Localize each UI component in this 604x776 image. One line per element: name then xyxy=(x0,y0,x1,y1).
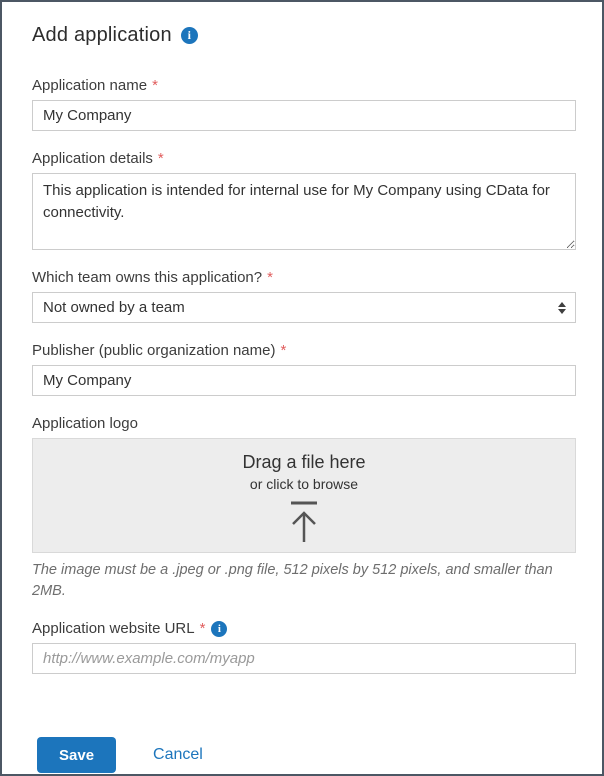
website-url-input[interactable] xyxy=(32,643,576,674)
team-owner-label: Which team owns this application? xyxy=(32,269,263,286)
application-logo-label-row xyxy=(32,415,572,432)
title-info-icon[interactable]: i xyxy=(181,27,198,44)
team-owner-group xyxy=(32,269,572,323)
publisher-input[interactable] xyxy=(32,365,576,396)
application-details-group xyxy=(32,150,572,250)
application-details-label-row xyxy=(32,150,572,167)
logo-helper-text: The image must be a .jpeg or .png file, 512 pixels by 512 pixels, and smaller than 2MB. xyxy=(32,562,553,599)
team-owner-label-row xyxy=(32,269,572,286)
chevron-down-icon xyxy=(558,309,566,314)
select-spinner-icon xyxy=(558,302,566,314)
website-url-group xyxy=(32,620,572,674)
application-details-label: Application details xyxy=(32,150,153,167)
save-button[interactable]: Save xyxy=(37,737,116,773)
application-name-input[interactable] xyxy=(32,100,576,131)
page-title-row xyxy=(32,24,572,47)
application-name-label-row xyxy=(32,77,572,94)
dropzone-title: Drag a file here xyxy=(242,452,366,472)
required-asterisk: * xyxy=(280,342,287,359)
publisher-group xyxy=(32,342,572,396)
form-actions xyxy=(32,737,572,773)
team-select[interactable] xyxy=(32,292,576,323)
required-asterisk: * xyxy=(152,77,158,94)
publisher-label: Publisher (public organization name) xyxy=(32,342,276,359)
application-logo-label: Application logo xyxy=(32,415,138,432)
publisher-label-row xyxy=(32,342,572,359)
upload-arrow-icon xyxy=(33,501,575,548)
application-name-label: Application name xyxy=(32,77,148,94)
application-logo-group xyxy=(32,415,572,601)
application-name-group xyxy=(32,77,572,131)
website-url-info-icon[interactable]: i xyxy=(211,621,227,637)
logo-dropzone[interactable] xyxy=(32,438,576,553)
dropzone-subtitle: or click to browse xyxy=(249,476,359,492)
team-select-value: Not owned by a team xyxy=(43,299,185,316)
page-title: Add application xyxy=(32,24,172,46)
website-url-label: Application website URL xyxy=(32,620,195,638)
website-url-label-row xyxy=(32,620,572,637)
required-asterisk: * xyxy=(157,150,164,167)
chevron-up-icon xyxy=(558,302,566,307)
cancel-link[interactable]: Cancel xyxy=(153,746,203,764)
required-asterisk: * xyxy=(267,269,273,286)
required-asterisk: * xyxy=(199,620,206,638)
application-details-textarea[interactable] xyxy=(32,173,576,250)
